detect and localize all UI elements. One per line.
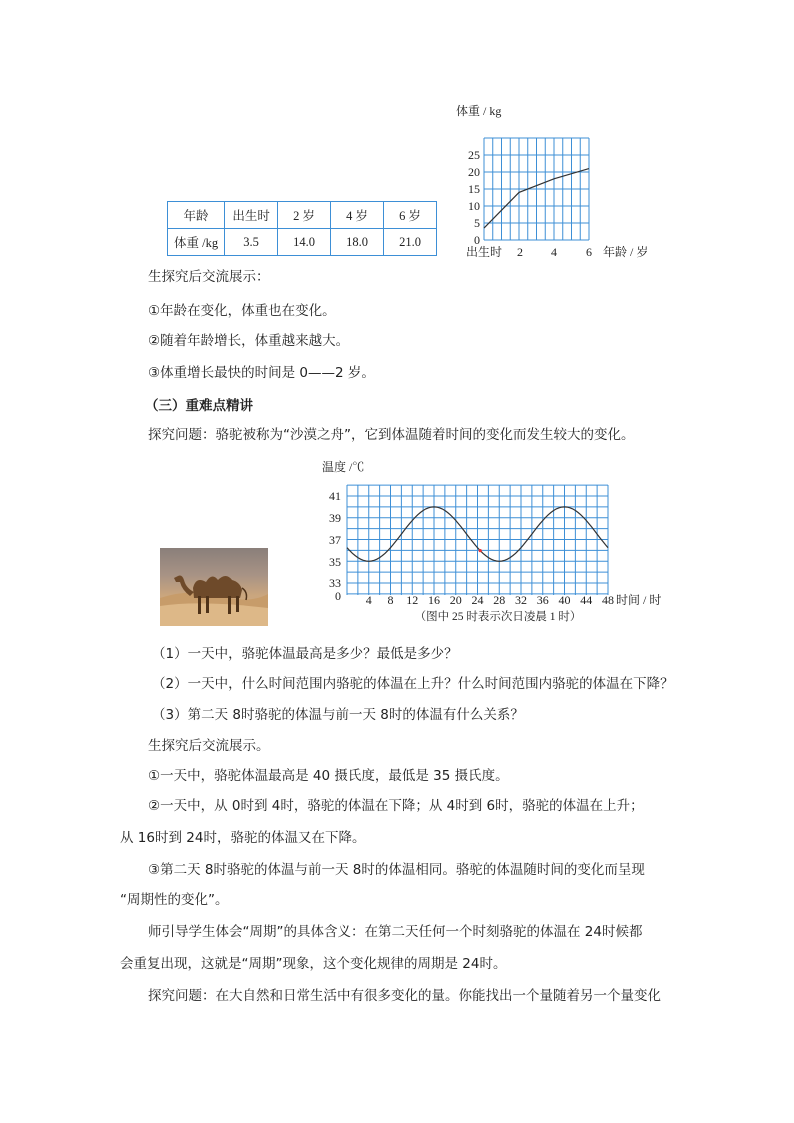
x-tick-label: 44 [580, 593, 593, 607]
table-header-cell: 出生时 [225, 202, 278, 229]
y-tick-label: 0 [474, 233, 480, 247]
section1-item-3: ③体重增长最快的时间是 0——2 岁。 [148, 365, 375, 381]
section1-intro: 生探究后交流展示： [148, 269, 270, 285]
x-tick-label: 6 [586, 245, 592, 259]
explore-question-1: 探究问题：骆驼被称为“沙漠之舟”，它到体温随着时间的变化而发生较大的变化。 [148, 427, 635, 443]
table-row-label: 体重 /kg [168, 229, 225, 256]
question-3: （3）第二天 8时骆驼的体温与前一天 8时的体温有什么关系？ [152, 707, 524, 723]
marker-point [479, 549, 482, 552]
temperature-chart [318, 458, 678, 626]
table-cell: 14.0 [278, 229, 331, 256]
weight-chart-yticks [468, 148, 480, 247]
teacher-line-2: 会重复出现，这就是“周期”现象，这个变化规律的周期是 24时。 [120, 956, 507, 972]
section-heading: （三）重难点精讲 [145, 398, 253, 414]
temp-chart-xlabel: 时间 / 时 [616, 593, 662, 607]
y-tick-label: 37 [329, 533, 341, 547]
x-tick-label: 2 [517, 245, 523, 259]
x-tick-label: 12 [406, 593, 419, 607]
x-tick-label: 8 [387, 593, 394, 607]
x-tick-label: 28 [493, 593, 506, 607]
y-tick-label: 5 [474, 216, 480, 230]
x-tick-label: 48 [602, 593, 614, 607]
y-tick-label: 20 [468, 165, 480, 179]
answer-3-line-2: “周期性的变化”。 [120, 892, 229, 908]
x-tick-label: 32 [515, 593, 527, 607]
table-header-cell: 4 岁 [331, 202, 384, 229]
section1-item-1: ①年龄在变化，体重也在变化。 [148, 303, 336, 319]
table-header-cell: 2 岁 [278, 202, 331, 229]
x-tick-label: 24 [471, 593, 484, 607]
x-tick-label: 4 [365, 593, 372, 607]
x-tick-label: 20 [449, 593, 462, 607]
x-tick-label: 16 [428, 593, 440, 607]
camel-photo [160, 548, 268, 626]
y-tick-label: 35 [329, 555, 341, 569]
table-header-cell: 年龄 [168, 202, 225, 229]
temp-chart-caption: （图中 25 时表示次日凌晨 1 时） [414, 611, 582, 623]
camel-icon [160, 548, 268, 626]
y-tick-label: 25 [468, 148, 480, 162]
question-1: （1）一天中，骆驼体温最高是多少？最低是多少？ [152, 646, 458, 662]
x-tick-label: 出生时 [465, 245, 503, 259]
weight-chart-xlabel: 年龄 / 岁 [603, 245, 649, 259]
y-tick-label: 41 [329, 489, 341, 503]
y-tick-label: 15 [468, 182, 480, 196]
answer-2-line-1: ②一天中，从 0时到 4时，骆驼的体温在下降；从 4时到 6时，骆驼的体温在上升； [148, 798, 644, 814]
answer-3-line-1: ③第二天 8时骆驼的体温与前一天 8时的体温相同。骆驼的体温随时间的变化而呈现 [148, 862, 645, 878]
weight-chart-grid [484, 138, 589, 240]
y-tick-label: 0 [335, 589, 341, 603]
question-2: （2）一天中，什么时间范围内骆驼的体温在上升？什么时间范围内骆驼的体温在下降？ [152, 676, 674, 692]
weight-chart [440, 100, 670, 265]
table-cell: 21.0 [384, 229, 437, 256]
table-row [168, 202, 437, 229]
answer-1: ①一天中，骆驼体温最高是 40 摄氏度，最低是 35 摄氏度。 [148, 768, 509, 784]
weight-chart-ylabel: 体重 / kg [456, 104, 502, 118]
temp-chart-grid [347, 485, 608, 595]
section1-item-2: ②随着年龄增长，体重越来越大。 [148, 333, 350, 349]
table-cell: 18.0 [331, 229, 384, 256]
weight-table [167, 201, 437, 256]
table-cell: 3.5 [225, 229, 278, 256]
temp-chart-xticks [366, 593, 614, 607]
table-header-cell: 6 岁 [384, 202, 437, 229]
y-tick-label: 10 [468, 199, 480, 213]
explore-question-2: 探究问题：在大自然和日常生活中有很多变化的量。你能找出一个量随着另一个量变化 [148, 988, 661, 1004]
x-tick-label: 36 [536, 593, 549, 607]
answer-2-line-2: 从 16时到 24时，骆驼的体温又在下降。 [120, 830, 366, 846]
x-tick-label: 40 [558, 593, 571, 607]
x-tick-label: 4 [551, 245, 557, 259]
teacher-line-1: 师引导学生体会“周期”的具体含义：在第二天任何一个时刻骆驼的体温在 24时候都 [148, 924, 643, 940]
table-row [168, 229, 437, 256]
y-tick-label: 33 [329, 576, 341, 590]
section2-intro: 生探究后交流展示。 [148, 738, 270, 754]
y-tick-label: 39 [329, 511, 341, 525]
weight-chart-xticks [466, 244, 592, 259]
temp-chart-yticks [329, 489, 341, 603]
temp-chart-ylabel: 温度 /℃ [322, 460, 365, 474]
